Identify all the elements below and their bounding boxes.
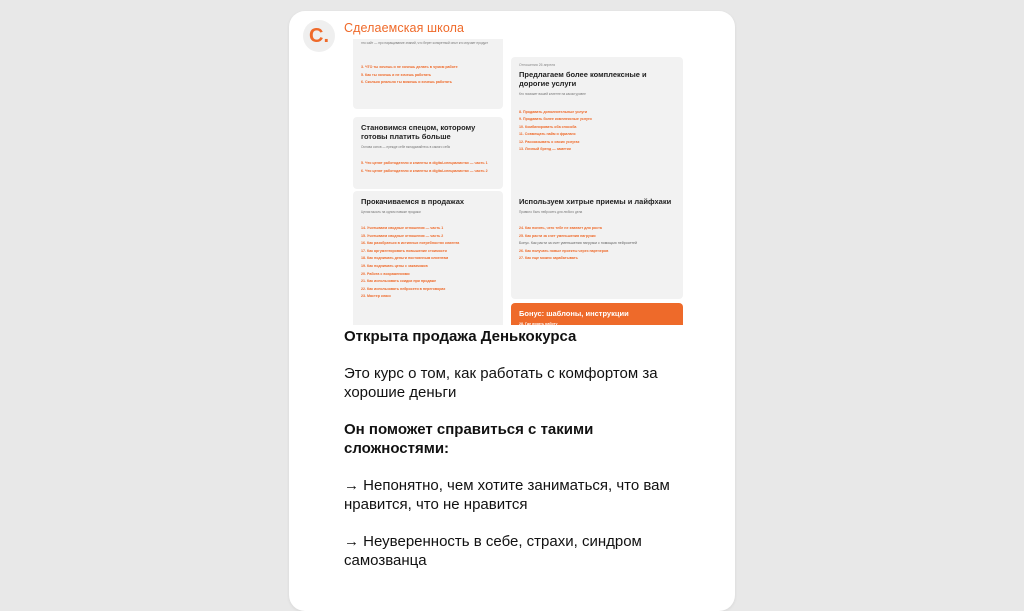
panel-text <box>519 99 675 107</box>
list-item: 6. Что ценят работодатели и клиенты в digital-специалистах — часть 2 <box>361 168 488 173</box>
panel-text <box>361 48 495 62</box>
list-item: 5. Как ты хочешь и не хочешь работать <box>361 72 432 77</box>
list-item: 27. Как еще можно зарабатывать <box>519 256 578 261</box>
channel-avatar[interactable] <box>303 20 335 52</box>
collage-panel <box>511 57 683 207</box>
list-item: 24. Как понять, чего тебе не хватает для роста <box>519 226 602 230</box>
post-text <box>344 327 684 570</box>
post-subheading: Он поможет справиться с такими сложностями: <box>344 421 594 457</box>
collage-panel <box>353 117 503 189</box>
list-item: 25. Как расти за счет уменьшения нагрузки <box>519 233 596 238</box>
list-item: 21. Как использовать скидки при продаже <box>361 279 437 284</box>
list-item: 5. Что ценят работодатели и клиенты в digital-специалистах — часть 1 <box>361 161 488 165</box>
list-item: 12. Рассказывать о своих услугах <box>519 139 580 144</box>
list-item: 10. Комбинировать оба способа <box>519 124 577 129</box>
post-point: → Неуверенность в себе, страхи, синдром самозванца <box>344 533 642 569</box>
collage-panel <box>511 191 683 299</box>
post-author[interactable]: Сделаемская школа <box>344 21 465 35</box>
list-item: 26. Как получать новые проекты через партнеров <box>519 248 609 253</box>
list-item: 18. Как поднимать деньги постоянным клиентам <box>361 256 449 261</box>
panel-text: Целая мысль на одном навыке продажи <box>361 210 421 214</box>
panel-heading: Используем хитрые приемы и лайфхаки <box>519 197 672 206</box>
panel-text <box>361 152 495 158</box>
panel-heading: Бонус: шаблоны, инструкции <box>519 309 629 318</box>
list-item: 17. Как аргументировать повышение стоимости <box>361 248 447 253</box>
avatar-letter: С. <box>309 25 329 47</box>
list-item: 19. Как поднимать цены с заказчиков <box>361 263 428 268</box>
collage-panel <box>353 39 503 109</box>
list-item: 28. Где искать работу <box>519 322 558 325</box>
panel-heading: Прокачиваемся в продажах <box>361 197 465 206</box>
collage-panel <box>353 191 503 325</box>
panel-text <box>361 217 495 223</box>
panel-text: Кто поможет вашей клиенте на каком уровне <box>519 91 586 96</box>
list-item: 14. Учитываем сводные отношения — часть 1 <box>361 226 444 230</box>
post-card <box>289 11 735 611</box>
panel-text: Основа основ — прежде себе вкладывайтесь в самого себя <box>361 145 451 149</box>
list-item: 15. Учитываем сводные отношения — часть 2 <box>361 233 444 238</box>
list-item: 22. Как использовать нейросети в переговорах <box>361 286 446 291</box>
list-item: 16. Как разобраться в истинных потребностях клиента <box>361 241 460 246</box>
list-item: 8. Продавать дополнительные услуги <box>519 109 588 114</box>
list-item: 3. ЧТО ты хочешь и не хочешь делать в чужом работе <box>361 65 458 69</box>
list-item: 11. Совмещать найм и фриланс <box>519 132 576 137</box>
list-item: 9. Продавать более комплексные услуги <box>519 117 592 122</box>
panel-text: это сайт — про наращивание знаний, что берет конкретный опыт кто изучает продукт <box>361 41 489 45</box>
post-title: Открыта продажа Денькокурса <box>344 328 577 345</box>
list-item: 23. Мастер класс <box>361 294 392 299</box>
post-point: → Непонятно, чем хотите заниматься, что вам нравится, что не нравится <box>344 477 670 513</box>
panel-text <box>519 217 675 223</box>
post-image[interactable] <box>348 39 688 325</box>
post-intro: Это курс о том, как работать с комфортом за хорошие деньги <box>344 365 658 401</box>
list-item: 20. Работа с возражениями <box>361 271 410 276</box>
list-item: 13. Личный бренд — заметки <box>519 147 571 152</box>
panel-heading: Становимся спецом, которому готовы платить больше <box>361 123 476 141</box>
list-item: 6. Сколько реально ты можешь и хочешь работать <box>361 80 452 85</box>
panel-heading: Предлагаем более комплексные и дорогие услуги <box>519 69 647 88</box>
panel-subtitle: Отношения 26 апреля <box>519 63 556 67</box>
panel-text: Правило быть нейросеть для любого дела <box>519 210 583 214</box>
list-item: Бонус. Как расти за счет уменьшения нагрузки с помощью нейросетей <box>519 241 637 246</box>
collage-panel-bonus <box>511 303 683 325</box>
